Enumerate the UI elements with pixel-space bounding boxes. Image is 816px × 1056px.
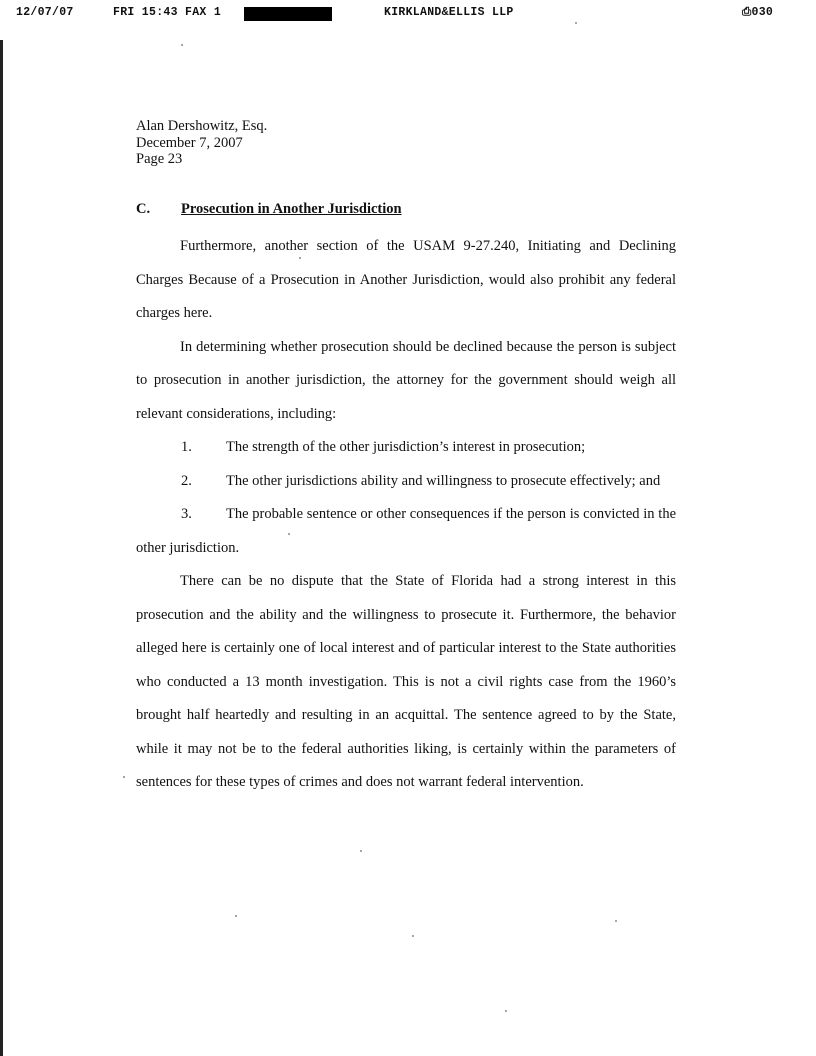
list-item	[136, 465, 676, 499]
list-number: 2.	[181, 472, 192, 489]
fax-page-number: ⎙030	[742, 6, 774, 19]
letter-date: December 7, 2007	[136, 134, 243, 151]
paragraph-1: Furthermore, another section of the USAM 9-27.240, Initiating and Declining Charges Because of a Prosecution in Another Jurisdiction, would also prohibit any federal charges here.	[136, 238, 676, 321]
list-number: 3.	[181, 506, 192, 522]
section-heading	[136, 201, 402, 218]
scan-speck	[181, 44, 183, 46]
scan-speck	[123, 776, 125, 778]
list-text: The probable sentence or other consequences if the person is convicted in the other jurisdiction.	[136, 506, 676, 556]
fax-time: FRI 15:43 FAX 1	[113, 6, 222, 19]
scan-speck	[615, 920, 617, 922]
scan-speck	[575, 22, 577, 24]
scan-speck	[360, 850, 362, 852]
page-label: Page 23	[136, 151, 183, 167]
scan-speck	[235, 915, 237, 917]
scan-speck	[288, 533, 290, 535]
scan-speck	[412, 935, 414, 937]
left-edge-line	[0, 40, 3, 1056]
section-letter: C.	[136, 201, 151, 217]
list-text: The other jurisdictions ability and willingness to prosecute effectively; and	[226, 472, 661, 489]
list-number: 1.	[181, 439, 192, 455]
scan-speck	[299, 257, 301, 259]
scan-speck	[505, 1010, 507, 1012]
address-block	[136, 118, 267, 168]
redaction-bar	[244, 7, 332, 21]
document-body	[136, 230, 676, 800]
paragraph-2: In determining whether prosecution should be declined because the person is subject to prosecution in another jurisdiction, the attorney for the government should weigh all relevant considerations, including:	[136, 338, 676, 422]
list-item	[136, 498, 676, 565]
list-text: The strength of the other jurisdiction’s interest in prosecution;	[226, 439, 586, 455]
recipient-name: Alan Dershowitz, Esq.	[136, 118, 268, 134]
paragraph-3: There can be no dispute that the State of Florida had a strong interest in this prosecution and the ability and the willingness to prosecute it. Furthermore, the behavior alleged here is certainly one of local interest and of particular interest to the State authorities who conducted a 13 month investigation. This is not a civil rights case from the 1960’s brought half heartedly and resulting in an acquittal. The sentence agreed to by the State, while it may not be to the federal authorities liking, is certainly within the parameters of sentences for these types of crimes and does not warrant federal intervention.	[136, 573, 676, 790]
list-item	[136, 431, 676, 465]
section-title: Prosecution in Another Jurisdiction	[181, 201, 402, 217]
fax-firm-name: KIRKLAND&ELLIS LLP	[384, 6, 514, 19]
fax-date: 12/07/07	[16, 6, 74, 19]
fax-header	[0, 6, 816, 22]
